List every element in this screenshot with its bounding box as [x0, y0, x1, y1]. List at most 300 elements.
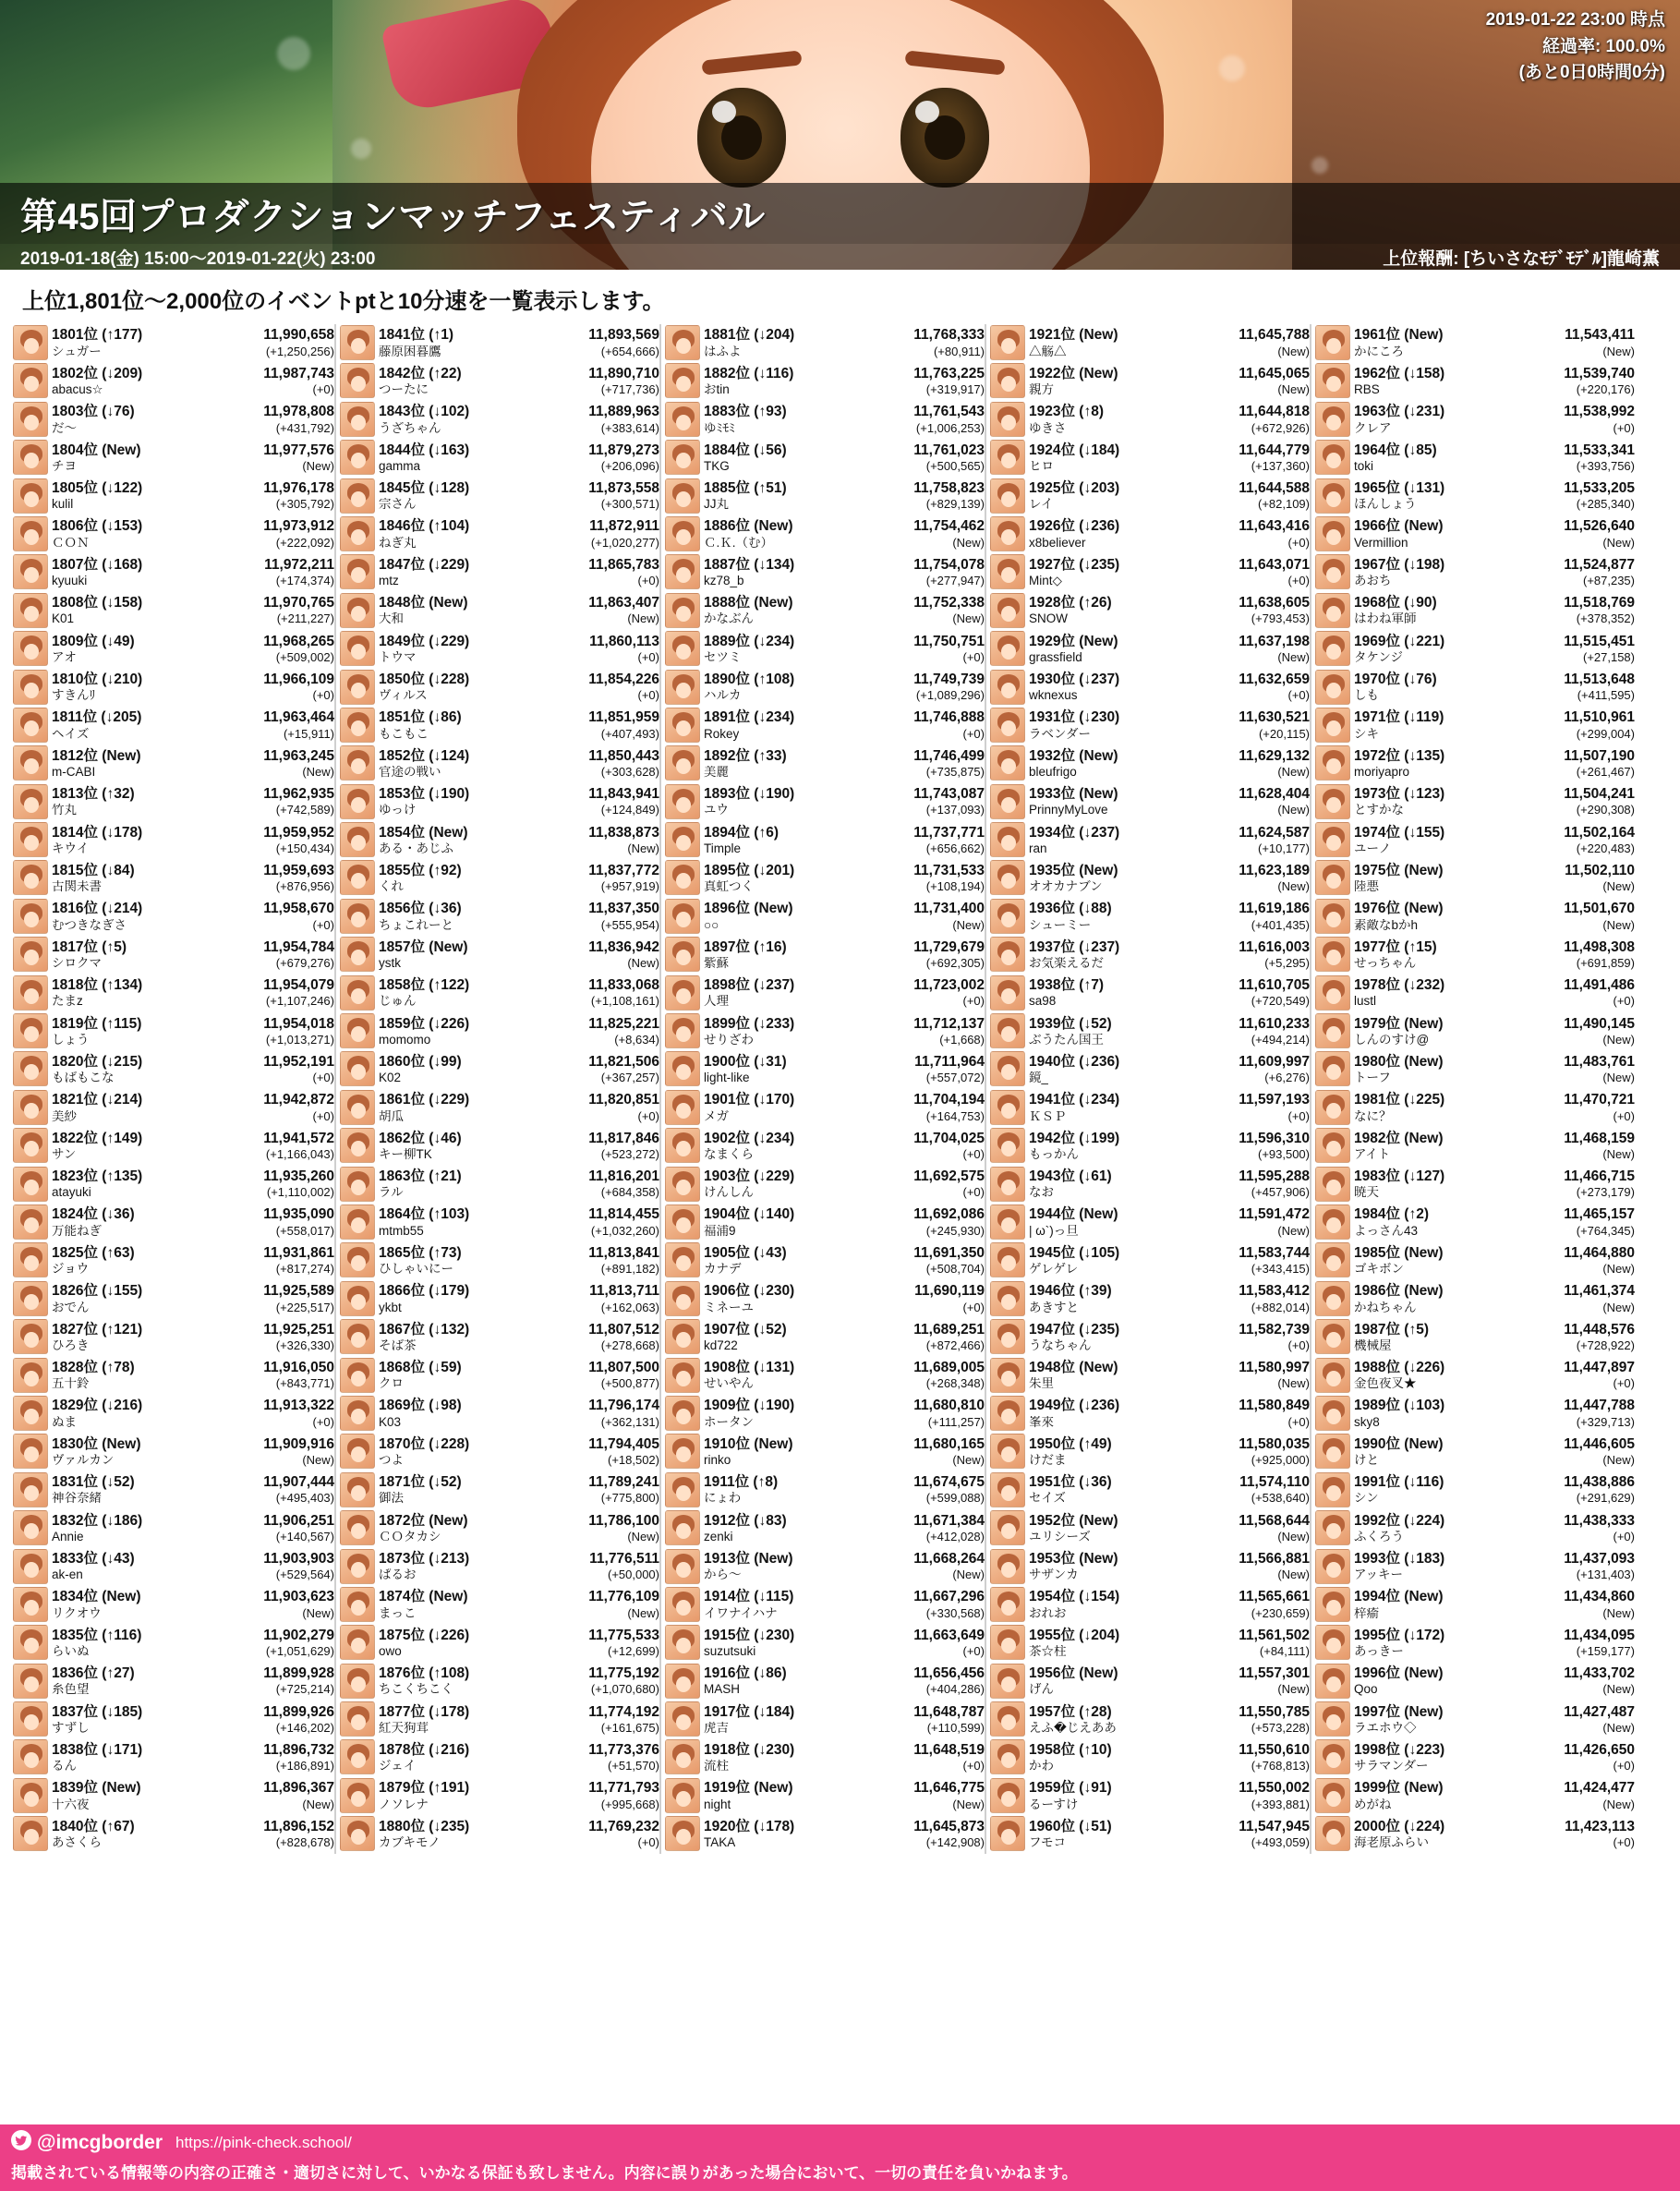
ranking-row[interactable] — [340, 1280, 659, 1318]
ranking-row[interactable] — [1315, 1204, 1635, 1241]
ranking-row[interactable] — [340, 592, 659, 630]
ranking-row[interactable] — [990, 1050, 1310, 1088]
ranking-row[interactable] — [1315, 1280, 1635, 1318]
producer-name: トーフ — [1354, 1071, 1391, 1085]
ranking-row[interactable] — [340, 1395, 659, 1433]
rank-label: 1906位 (↓230) — [704, 1283, 795, 1300]
event-points: 11,963,464 — [263, 709, 334, 726]
ranking-row[interactable] — [1315, 1318, 1635, 1356]
ranking-row[interactable] — [340, 783, 659, 821]
ranking-row[interactable] — [990, 1241, 1310, 1279]
ranking-row[interactable] — [665, 1166, 985, 1204]
producer-name: ラベンダー — [1029, 727, 1091, 741]
ranking-row[interactable] — [340, 553, 659, 591]
ranking-row[interactable] — [340, 1509, 659, 1547]
ranking-row[interactable] — [1315, 553, 1635, 591]
ranking-row[interactable] — [990, 439, 1310, 477]
event-points: 11,749,739 — [913, 671, 985, 687]
ranking-row[interactable] — [1315, 401, 1635, 439]
ranking-row[interactable] — [1315, 859, 1635, 897]
ranking-row[interactable] — [990, 1777, 1310, 1815]
ranking-row[interactable] — [340, 362, 659, 400]
avatar — [990, 708, 1025, 743]
producer-name: ak-en — [52, 1568, 83, 1582]
ranking-row[interactable] — [990, 553, 1310, 591]
producer-name: 素敵なbかh — [1354, 918, 1419, 932]
rank-label: 1989位 (↓103) — [1354, 1398, 1445, 1414]
points-delta: (+0) — [962, 1146, 985, 1161]
ranking-row[interactable] — [1315, 744, 1635, 782]
ranking-row[interactable] — [13, 1624, 334, 1662]
ranking-row[interactable] — [990, 1738, 1310, 1776]
ranking-row[interactable] — [1315, 974, 1635, 1012]
ranking-row[interactable] — [990, 821, 1310, 859]
ranking-row[interactable] — [13, 707, 334, 744]
ranking-row[interactable] — [665, 362, 985, 400]
ranking-row-text — [704, 708, 985, 744]
ranking-row[interactable] — [990, 592, 1310, 630]
ranking-row[interactable] — [340, 1012, 659, 1050]
ranking-row[interactable] — [990, 1127, 1310, 1165]
ranking-row[interactable] — [340, 1241, 659, 1279]
points-delta: (+220,176) — [1576, 382, 1635, 397]
twitter-handle-link[interactable] — [11, 2130, 163, 2156]
rank-label: 1841位 (↑1) — [379, 327, 453, 344]
event-points: 11,568,644 — [1239, 1512, 1310, 1529]
ranking-row[interactable] — [340, 1738, 659, 1776]
ranking-row[interactable] — [990, 478, 1310, 515]
ranking-row-text — [379, 1778, 659, 1814]
ranking-row[interactable] — [340, 1815, 659, 1853]
ranking-row[interactable] — [340, 1127, 659, 1165]
ranking-row[interactable] — [665, 1204, 985, 1241]
event-points: 11,565,661 — [1239, 1589, 1310, 1605]
ranking-row[interactable] — [990, 974, 1310, 1012]
bokeh-dot — [277, 37, 310, 70]
ranking-row[interactable] — [990, 898, 1310, 936]
ranking-row[interactable] — [13, 1509, 334, 1547]
rank-label: 1932位 (New) — [1029, 747, 1118, 764]
site-url[interactable]: https://pink-check.school/ — [175, 2134, 352, 2151]
ranking-row[interactable] — [665, 630, 985, 668]
ranking-row[interactable] — [340, 1624, 659, 1662]
ranking-row[interactable] — [665, 1127, 985, 1165]
ranking-row[interactable] — [665, 974, 985, 1012]
rank-label: 1840位 (↑67) — [52, 1818, 135, 1834]
points-delta: (+0) — [1613, 994, 1635, 1009]
ranking-row-text — [704, 1396, 985, 1432]
ranking-row[interactable] — [340, 1701, 659, 1738]
points-delta: (+411,595) — [1577, 688, 1635, 703]
ranking-row[interactable] — [13, 1357, 334, 1395]
ranking-row[interactable] — [340, 1050, 659, 1088]
ranking-row[interactable] — [1315, 1471, 1635, 1509]
ranking-row[interactable] — [990, 362, 1310, 400]
ranking-row[interactable] — [1315, 1777, 1635, 1815]
ranking-row[interactable] — [13, 1586, 334, 1624]
ranking-row[interactable] — [13, 1166, 334, 1204]
producer-name: イワナイハナ — [704, 1606, 778, 1620]
ranking-row[interactable] — [665, 744, 985, 782]
ranking-row[interactable] — [665, 1012, 985, 1050]
event-points: 11,968,265 — [263, 633, 334, 649]
ranking-row[interactable] — [13, 1815, 334, 1853]
ranking-row[interactable] — [665, 1280, 985, 1318]
ranking-row[interactable] — [13, 1127, 334, 1165]
event-points: 11,913,322 — [263, 1398, 334, 1414]
ranking-row-text — [1029, 1510, 1310, 1546]
ranking-row[interactable] — [340, 1204, 659, 1241]
ranking-row[interactable] — [340, 1471, 659, 1509]
avatar — [340, 1167, 375, 1202]
ranking-row[interactable] — [13, 1777, 334, 1815]
ranking-row[interactable] — [1315, 478, 1635, 515]
rank-label: 1978位 (↓232) — [1354, 977, 1445, 994]
ranking-row[interactable] — [1315, 1624, 1635, 1662]
ranking-row[interactable] — [1315, 821, 1635, 859]
character-eye-left — [697, 88, 786, 188]
rank-label: 1974位 (↓155) — [1354, 824, 1445, 841]
ranking-row[interactable] — [990, 1509, 1310, 1547]
ranking-row[interactable] — [1315, 783, 1635, 821]
ranking-row[interactable] — [990, 1471, 1310, 1509]
ranking-row-text — [1354, 708, 1635, 744]
event-points: 11,865,783 — [588, 556, 659, 573]
ranking-row[interactable] — [665, 1433, 985, 1471]
ranking-row[interactable] — [13, 821, 334, 859]
ranking-row[interactable] — [13, 1395, 334, 1433]
ranking-row[interactable] — [665, 1586, 985, 1624]
ranking-row[interactable] — [990, 936, 1310, 974]
avatar — [13, 1510, 48, 1545]
ranking-row[interactable] — [1315, 1127, 1635, 1165]
ranking-row[interactable] — [13, 553, 334, 591]
ranking-row[interactable] — [665, 324, 985, 362]
ranking-row[interactable] — [990, 1318, 1310, 1356]
ranking-row[interactable] — [1315, 630, 1635, 668]
ranking-row[interactable] — [13, 401, 334, 439]
ranking-row[interactable] — [665, 1395, 985, 1433]
producer-name: ある・あじふ — [379, 841, 453, 855]
ranking-row[interactable] — [1315, 1395, 1635, 1433]
avatar — [13, 1013, 48, 1048]
ranking-row[interactable] — [1315, 1241, 1635, 1279]
ranking-row[interactable] — [665, 1509, 985, 1547]
ranking-row[interactable] — [340, 821, 659, 859]
points-delta: (+0) — [1613, 1376, 1635, 1391]
points-delta: (+206,096) — [600, 458, 659, 473]
ranking-row[interactable] — [665, 1701, 985, 1738]
ranking-row[interactable] — [13, 1548, 334, 1586]
ranking-row[interactable] — [13, 1433, 334, 1471]
ranking-row[interactable] — [1315, 1050, 1635, 1088]
rank-label: 1969位 (↓221) — [1354, 633, 1445, 649]
ranking-row[interactable] — [13, 936, 334, 974]
points-delta: (+1,006,253) — [915, 420, 985, 435]
ranking-row[interactable] — [13, 1471, 334, 1509]
ranking-row[interactable] — [990, 859, 1310, 897]
ranking-row[interactable] — [665, 1777, 985, 1815]
ranking-row[interactable] — [990, 1280, 1310, 1318]
ranking-row[interactable] — [13, 669, 334, 707]
ranking-row[interactable] — [665, 783, 985, 821]
ranking-row-text — [379, 1549, 659, 1585]
ranking-row-text — [52, 1587, 334, 1623]
rank-label: 1864位 (↑103) — [379, 1206, 470, 1223]
points-delta: (+329,713) — [1576, 1414, 1635, 1429]
ranking-row[interactable] — [990, 401, 1310, 439]
ranking-row[interactable] — [340, 478, 659, 515]
ranking-row[interactable] — [13, 1050, 334, 1088]
ranking-row[interactable] — [340, 630, 659, 668]
event-points: 11,690,119 — [914, 1283, 985, 1300]
producer-name: 峯來 — [1029, 1415, 1054, 1429]
ranking-row[interactable] — [13, 1318, 334, 1356]
event-points: 11,758,823 — [913, 480, 985, 497]
ranking-row[interactable] — [13, 592, 334, 630]
rank-label: 1921位 (New) — [1029, 327, 1118, 344]
points-delta: (+161,675) — [600, 1720, 659, 1735]
ranking-row[interactable] — [990, 1433, 1310, 1471]
producer-name: ユーノ — [1354, 841, 1392, 855]
ranking-row[interactable] — [665, 1089, 985, 1127]
avatar — [665, 516, 700, 551]
ranking-row[interactable] — [340, 1433, 659, 1471]
event-points: 11,776,511 — [589, 1550, 659, 1567]
ranking-row-text — [1354, 975, 1635, 1011]
ranking-row[interactable] — [13, 1280, 334, 1318]
ranking-row[interactable] — [340, 859, 659, 897]
points-delta: (New) — [952, 917, 985, 932]
ranking-row[interactable] — [665, 936, 985, 974]
producer-name: シキ — [1354, 727, 1379, 741]
ranking-row[interactable] — [13, 1663, 334, 1701]
ranking-row[interactable] — [665, 707, 985, 744]
ranking-row[interactable] — [13, 1701, 334, 1738]
ranking-row[interactable] — [340, 707, 659, 744]
ranking-row[interactable] — [990, 1204, 1310, 1241]
ranking-row[interactable] — [665, 1738, 985, 1776]
ranking-row[interactable] — [13, 478, 334, 515]
ranking-row[interactable] — [1315, 1357, 1635, 1395]
ranking-row[interactable] — [990, 744, 1310, 782]
ranking-row[interactable] — [990, 1663, 1310, 1701]
ranking-row[interactable] — [665, 1548, 985, 1586]
ranking-row[interactable] — [665, 1050, 985, 1088]
ranking-row[interactable] — [1315, 1433, 1635, 1471]
avatar — [1315, 745, 1350, 781]
ranking-row[interactable] — [13, 439, 334, 477]
ranking-row[interactable] — [340, 324, 659, 362]
ranking-row[interactable] — [340, 1318, 659, 1356]
ranking-row[interactable] — [990, 1701, 1310, 1738]
ranking-row[interactable] — [1315, 439, 1635, 477]
avatar — [13, 822, 48, 857]
ranking-row[interactable] — [665, 478, 985, 515]
producer-name: お気楽えるだ — [1029, 956, 1104, 970]
producer-name: なお — [1029, 1186, 1054, 1200]
rank-label: 1995位 (↓172) — [1354, 1627, 1445, 1643]
ranking-row[interactable] — [13, 324, 334, 362]
event-points: 11,711,964 — [914, 1053, 985, 1070]
avatar — [13, 1128, 48, 1163]
ranking-row[interactable] — [990, 630, 1310, 668]
points-delta: (+290,308) — [1576, 803, 1635, 817]
ranking-row[interactable] — [990, 515, 1310, 553]
ranking-row[interactable] — [1315, 707, 1635, 744]
ranking-row-text — [1029, 1625, 1310, 1661]
ranking-row[interactable] — [13, 974, 334, 1012]
ranking-row[interactable] — [665, 1624, 985, 1662]
ranking-row[interactable] — [340, 1548, 659, 1586]
points-delta: (+508,704) — [925, 1262, 985, 1277]
ranking-row[interactable] — [13, 515, 334, 553]
points-delta: (+0) — [312, 1071, 334, 1085]
event-points: 11,637,198 — [1239, 633, 1310, 649]
ranking-row[interactable] — [340, 744, 659, 782]
ranking-row[interactable] — [990, 1395, 1310, 1433]
ranking-row[interactable] — [1315, 324, 1635, 362]
ranking-row[interactable] — [340, 515, 659, 553]
ranking-row[interactable] — [1315, 1586, 1635, 1624]
rank-label: 1944位 (New) — [1029, 1206, 1118, 1223]
ranking-row[interactable] — [340, 1586, 659, 1624]
ranking-row[interactable] — [340, 1357, 659, 1395]
ranking-row[interactable] — [13, 783, 334, 821]
rank-label: 1927位 (↓235) — [1029, 556, 1120, 573]
ranking-row[interactable] — [665, 859, 985, 897]
ranking-row[interactable] — [1315, 1089, 1635, 1127]
avatar — [13, 899, 48, 934]
points-delta: (+872,466) — [925, 1338, 985, 1352]
ranking-row[interactable] — [1315, 898, 1635, 936]
ranking-row[interactable] — [990, 1089, 1310, 1127]
ranking-row[interactable] — [1315, 1701, 1635, 1738]
event-points: 11,433,702 — [1564, 1665, 1635, 1682]
avatar — [665, 325, 700, 360]
ranking-row[interactable] — [340, 1089, 659, 1127]
ranking-row-text — [1029, 1434, 1310, 1470]
avatar — [13, 516, 48, 551]
ranking-row[interactable] — [13, 744, 334, 782]
rank-label: 1914位 (↓115) — [704, 1589, 794, 1605]
rank-label: 1845位 (↓128) — [379, 480, 470, 497]
ranking-row[interactable] — [340, 898, 659, 936]
ranking-row[interactable] — [990, 1357, 1310, 1395]
ranking-row[interactable] — [13, 1012, 334, 1050]
ranking-row[interactable] — [340, 439, 659, 477]
ranking-row[interactable] — [990, 1586, 1310, 1624]
ranking-row[interactable] — [13, 362, 334, 400]
points-delta: (New) — [1277, 382, 1310, 397]
ranking-row[interactable] — [665, 669, 985, 707]
ranking-row[interactable] — [13, 1089, 334, 1127]
ranking-row[interactable] — [665, 553, 985, 591]
points-delta: (New) — [302, 1453, 334, 1468]
ranking-row-text — [379, 631, 659, 667]
ranking-row[interactable] — [990, 324, 1310, 362]
ranking-row[interactable] — [990, 783, 1310, 821]
ranking-row[interactable] — [990, 1166, 1310, 1204]
ranking-row[interactable] — [13, 898, 334, 936]
ranking-row-text — [704, 1204, 985, 1241]
ranking-row[interactable] — [665, 898, 985, 936]
ranking-row[interactable] — [1315, 515, 1635, 553]
ranking-row[interactable] — [990, 707, 1310, 744]
ranking-row[interactable] — [990, 669, 1310, 707]
ranking-row[interactable] — [990, 1624, 1310, 1662]
ranking-row[interactable] — [1315, 1738, 1635, 1776]
ranking-row[interactable] — [665, 1357, 985, 1395]
ranking-row[interactable] — [13, 859, 334, 897]
ranking-row[interactable] — [340, 1166, 659, 1204]
avatar — [1315, 1128, 1350, 1163]
rank-label: 1912位 (↓83) — [704, 1512, 787, 1529]
ranking-row[interactable] — [1315, 936, 1635, 974]
ranking-row[interactable] — [665, 439, 985, 477]
ranking-row[interactable] — [665, 1241, 985, 1279]
ranking-row[interactable] — [13, 1241, 334, 1279]
points-delta: (+494,214) — [1251, 1032, 1310, 1047]
points-delta: (+393,756) — [1576, 458, 1635, 473]
ranking-row[interactable] — [1315, 669, 1635, 707]
ranking-row[interactable] — [665, 401, 985, 439]
points-delta: (+230,659) — [1251, 1605, 1310, 1620]
ranking-row[interactable] — [340, 936, 659, 974]
ranking-row-text — [52, 1167, 334, 1203]
ranking-row[interactable] — [1315, 592, 1635, 630]
points-delta: (+146,202) — [275, 1720, 334, 1735]
ranking-row[interactable] — [1315, 1663, 1635, 1701]
avatar — [340, 325, 375, 360]
event-points: 11,619,186 — [1239, 901, 1310, 917]
ranking-row[interactable] — [340, 974, 659, 1012]
ranking-row[interactable] — [665, 1815, 985, 1853]
ranking-row[interactable] — [665, 592, 985, 630]
ranking-row[interactable] — [665, 1318, 985, 1356]
ranking-row[interactable] — [665, 1663, 985, 1701]
ranking-row[interactable] — [990, 1815, 1310, 1853]
ranking-row[interactable] — [340, 1777, 659, 1815]
event-points: 11,464,880 — [1564, 1244, 1635, 1261]
producer-name: ＫＳＰ — [1029, 1109, 1067, 1123]
ranking-row[interactable] — [1315, 1548, 1635, 1586]
event-points: 11,959,693 — [263, 862, 334, 878]
ranking-row[interactable] — [990, 1548, 1310, 1586]
ranking-row[interactable] — [13, 630, 334, 668]
points-delta: (+0) — [962, 994, 985, 1009]
ranking-row[interactable] — [1315, 1509, 1635, 1547]
ranking-row[interactable] — [13, 1204, 334, 1241]
rank-label: 1962位 (↓158) — [1354, 365, 1445, 381]
event-points: 11,931,861 — [263, 1244, 334, 1261]
ranking-row[interactable] — [1315, 1815, 1635, 1853]
ranking-row[interactable] — [665, 515, 985, 553]
ranking-row[interactable] — [340, 401, 659, 439]
ranking-row[interactable] — [1315, 1166, 1635, 1204]
ranking-row[interactable] — [990, 1012, 1310, 1050]
ranking-row[interactable] — [665, 821, 985, 859]
ranking-row[interactable] — [340, 669, 659, 707]
ranking-row[interactable] — [340, 1663, 659, 1701]
ranking-row[interactable] — [1315, 362, 1635, 400]
rank-label: 1831位 (↓52) — [52, 1474, 135, 1491]
ranking-row[interactable] — [665, 1471, 985, 1509]
producer-name: 真虹つく — [704, 880, 754, 894]
ranking-row[interactable] — [1315, 1012, 1635, 1050]
points-delta: (+305,792) — [275, 497, 334, 512]
ranking-row[interactable] — [13, 1738, 334, 1776]
